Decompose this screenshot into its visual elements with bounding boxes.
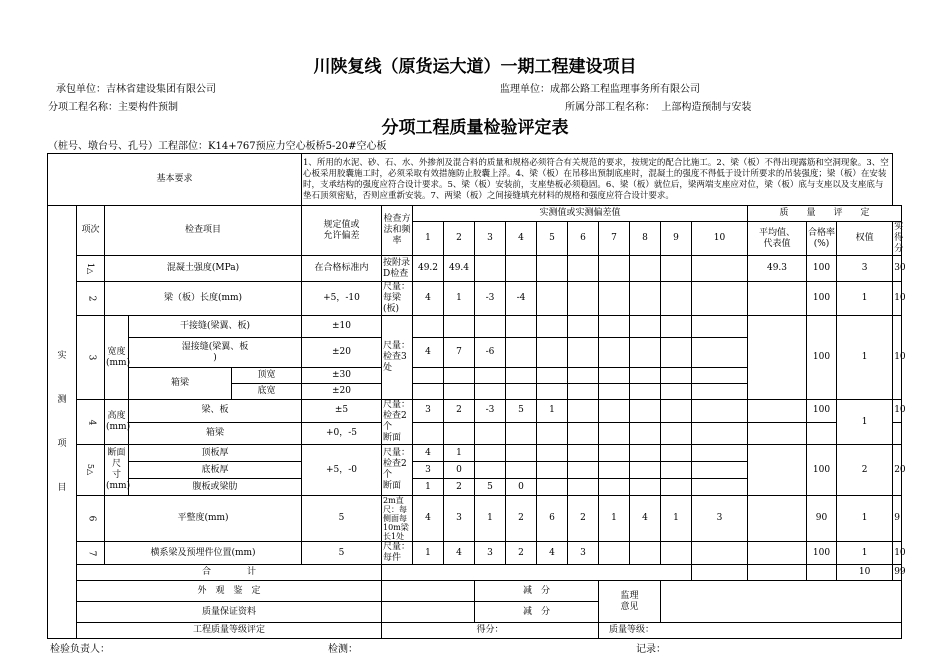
supervisor-value: 成都公路工程监理事务所有限公司 [550, 84, 700, 95]
row-weight: 2 [837, 445, 893, 496]
row-method: 尺量：检查2个 断面 [382, 400, 413, 445]
idx-1: 1 [413, 222, 444, 256]
row-avg [748, 316, 807, 400]
row-weight: 1 [837, 282, 893, 316]
value-cell: 2 [444, 479, 475, 496]
form-title: 分项工程质量检验评定表 [381, 118, 569, 138]
row-weight: 3 [837, 256, 893, 282]
project-title: 川陕复线（原货运大道）一期工程建设项目 [313, 57, 637, 77]
value-cell: 7 [444, 338, 475, 368]
idx-7: 7 [599, 222, 630, 256]
value-cell: 2 [506, 542, 537, 565]
value-cell: -3 [475, 400, 506, 423]
value-cell: 6 [537, 496, 568, 542]
section-char-2: 测 [57, 395, 67, 405]
row-method: 尺量：每件 [382, 542, 413, 565]
checker-label: 检测： [328, 644, 358, 655]
row-weight: 1 [837, 400, 893, 445]
sub-item: 腹板或梁肋 [129, 479, 302, 496]
value-cell: 3 [475, 542, 506, 565]
row-avg [748, 496, 807, 542]
row-spec: ±30 [302, 368, 382, 384]
row-no: 3 [77, 316, 105, 400]
row-no: 1△ [77, 256, 105, 282]
row-weight: 1 [837, 496, 893, 542]
division-label: 所属分部工程名称： [565, 102, 655, 113]
avg-header: 平均值、 代表值 [748, 222, 807, 256]
value-cell: 1 [444, 445, 475, 462]
subproject-value: 主要构件预制 [118, 102, 178, 113]
row-pass: 100 [807, 316, 837, 400]
division-value: 上部构造预制与安装 [661, 102, 752, 113]
total-score: 99 [893, 565, 902, 581]
grade-eval-label: 工程质量等级评定 [77, 623, 382, 639]
row-spec: ±20 [302, 384, 382, 400]
table-row [48, 422, 902, 445]
value-cell: 3 [413, 400, 444, 423]
row-item: 横系梁及预埋件位置(mm) [105, 542, 302, 565]
value-cell: 4 [537, 542, 568, 565]
row-avg [748, 282, 807, 316]
value-cell: 1 [537, 400, 568, 423]
supervisor-opinion-value [661, 581, 902, 623]
table-row [48, 316, 902, 338]
value-cell: 49.4 [444, 256, 475, 282]
row-method: 2m直尺：每侧面每 10m梁长1处 [382, 496, 413, 542]
total-weight: 10 [837, 565, 893, 581]
row-weight: 1 [837, 542, 893, 565]
score-label: 得分： [382, 623, 599, 639]
value-cell: 2 [506, 496, 537, 542]
table-row [48, 445, 902, 462]
section-label-cell [48, 206, 77, 639]
idx-9: 9 [661, 222, 692, 256]
row-method: 按附录D检查 [382, 256, 413, 282]
table-row [48, 496, 902, 542]
division-line [565, 98, 751, 113]
row-score: 10 [893, 282, 902, 316]
subproject-line [48, 98, 178, 113]
table-row [48, 282, 902, 316]
row-pass: 100 [807, 256, 837, 282]
method-header: 检查方法和频率 [382, 206, 413, 256]
basic-requirements-row [48, 154, 902, 206]
value-cell: 4 [413, 282, 444, 316]
value-cell: 1 [413, 542, 444, 565]
row-score: 10 [893, 542, 902, 565]
item-header: 检查项目 [105, 206, 302, 256]
row-avg [748, 445, 807, 496]
value-cell: 3 [692, 496, 748, 542]
row-item: 宽度 (mm) [105, 316, 129, 400]
sub-item: 顶板厚 [129, 445, 302, 462]
table-row [48, 256, 902, 282]
location-value: K14+767预应力空心板桥5-20#空心板 [208, 141, 387, 152]
row-item: 梁（板）长度(mm) [105, 282, 302, 316]
row-avg: 49.3 [748, 256, 807, 282]
row-method: 尺量：检查2个 断面 [382, 445, 413, 496]
appearance-label: 外 观 鉴 定 [77, 581, 382, 602]
contractor-line [56, 80, 216, 95]
sub-item: 湿接缝(梁翼、板 ) [129, 338, 302, 368]
idx-5: 5 [537, 222, 568, 256]
row-score: 30 [893, 256, 902, 282]
subproject-label: 分项工程名称： [48, 102, 118, 113]
row-no: 4 [77, 400, 105, 445]
header-row-1 [48, 206, 902, 222]
row-spec: 5 [302, 496, 382, 542]
row-score: 10 [893, 316, 902, 400]
row-item: 混凝土强度(MPa) [105, 256, 302, 282]
value-cell: 1 [475, 496, 506, 542]
table-row [48, 400, 902, 423]
row-pass: 100 [807, 282, 837, 316]
row-avg [748, 542, 807, 565]
row-weight: 1 [837, 316, 893, 400]
value-cell: 4 [630, 496, 661, 542]
value-cell: -3 [475, 282, 506, 316]
row-pass: 100 [807, 445, 837, 496]
appearance-row [48, 581, 902, 602]
location-line [48, 137, 387, 152]
row-spec: +0，-5 [302, 422, 382, 445]
value-cell: 3 [568, 542, 599, 565]
row-no: 2 [77, 282, 105, 316]
row-score: 10 [893, 400, 902, 423]
sub-item: 底板厚 [129, 462, 302, 479]
value-cell: 4 [413, 338, 444, 368]
row-no: 5△ [77, 445, 105, 496]
row-spec: ±10 [302, 316, 382, 338]
appearance-deduct: 减 分 [475, 581, 599, 602]
sub-item: 箱梁 [129, 368, 232, 400]
seq-header: 项次 [77, 206, 105, 256]
value-cell: 2 [568, 496, 599, 542]
value-cell: 1 [444, 282, 475, 316]
value-cell: 5 [506, 400, 537, 423]
row-item: 平整度(mm) [105, 496, 302, 542]
value-cell: 3 [444, 496, 475, 542]
row-pass: 100 [807, 400, 837, 423]
contractor-label: 承包单位： [56, 84, 106, 95]
contractor-value: 吉林省建设集团有限公司 [106, 84, 216, 95]
idx-2: 2 [444, 222, 475, 256]
inspector-label: 检验负责人： [50, 644, 110, 655]
row-pass: 90 [807, 496, 837, 542]
row-item: 高度 (mm) [105, 400, 129, 445]
docs-deduct: 减 分 [475, 602, 599, 623]
value-cell: 4 [413, 445, 444, 462]
row-spec: ±20 [302, 338, 382, 368]
idx-3: 3 [475, 222, 506, 256]
recorder-label: 记录： [636, 644, 666, 655]
total-label: 合 计 [77, 565, 382, 581]
value-cell: 1 [661, 496, 692, 542]
row-score: 20 [893, 445, 902, 496]
row-pass: 100 [807, 542, 837, 565]
weight-header: 权值 [837, 222, 893, 256]
score-header: 实得分 [894, 222, 904, 254]
idx-8: 8 [630, 222, 661, 256]
idx-10: 10 [692, 222, 748, 256]
total-row [48, 565, 902, 581]
pass-header: 合格率 (%) [807, 222, 837, 256]
value-cell: 4 [444, 542, 475, 565]
idx-6: 6 [568, 222, 599, 256]
supervisor-label: 监理单位： [500, 84, 550, 95]
section-char-1: 实 [57, 351, 67, 361]
row-spec: ±5 [302, 400, 382, 423]
sub-item: 箱梁 [129, 422, 302, 445]
supervisor-line [500, 80, 700, 95]
row-spec: 在合格标准内 [302, 256, 382, 282]
sub-item: 梁、板 [129, 400, 302, 423]
value-cell: 2 [444, 400, 475, 423]
docs-label: 质量保证资料 [77, 602, 382, 623]
value-cell: 1 [413, 479, 444, 496]
row-spec: +5，-10 [302, 282, 382, 316]
section-char-3: 项 [57, 439, 67, 449]
value-cell: 0 [444, 462, 475, 479]
location-label: （桩号、墩台号、孔号）工程部位： [48, 141, 208, 152]
grade-label: 质量等级： [599, 623, 902, 639]
value-cell: 4 [413, 496, 444, 542]
sub-sub-item: 底宽 [232, 384, 302, 400]
row-no: 6 [77, 496, 105, 542]
value-cell: 0 [506, 479, 537, 496]
value-cell: -4 [506, 282, 537, 316]
basic-text: 1、所用的水泥、砂、石、水、外掺剂及混合料的质量和规格必须符合有关规范的要求，按规定的配合比施工。2、梁（板）不得出现露筋和空洞现象。3、空心板采用胶囊施工时，必须采取有效措施防止胶囊上浮。4、梁（板）在吊移出预制底座时，混凝土的强度不得低于设计所要求的吊装强度；梁（板）在安装时，支承结构的强度应符合设计要求。5、梁（板）安装前，支座垫板必须稳固。6、梁（板）就位后，梁两端支座应对位，梁（板）底与支座以及支座底与垫石顶须密贴，否则应重新安装。7、两梁（板）之间接缝填充材料的规格和强度应符合设计要求。 [302, 154, 893, 206]
row-method: 尺量：每梁(板) [382, 282, 413, 316]
supervisor-opinion-label: 监理 意见 [599, 581, 661, 623]
value-cell: 5 [475, 479, 506, 496]
sub-item: 干接缝(梁翼、板) [129, 316, 302, 338]
value-cell: -6 [475, 338, 506, 368]
measured-header: 实测值或实测偏差值 [413, 206, 748, 222]
idx-4: 4 [506, 222, 537, 256]
value-cell: 1 [599, 496, 630, 542]
quality-header: 质 量 评 定 [748, 206, 902, 222]
row-avg [748, 400, 807, 423]
table-row [48, 542, 902, 565]
value-cell: 3 [413, 462, 444, 479]
basic-label: 基本要求 [48, 154, 302, 206]
sub-sub-item: 顶宽 [232, 368, 302, 384]
spec-header: 规定值或 允许偏差 [302, 206, 382, 256]
row-spec: +5，-0 [302, 445, 382, 496]
row-item: 断面尺 寸(mm) [105, 445, 129, 496]
value-cell: 49.2 [413, 256, 444, 282]
row-score: 9 [893, 496, 902, 542]
row-spec: 5 [302, 542, 382, 565]
row-method: 尺量：检查3处 [382, 316, 413, 400]
grade-row [48, 623, 902, 639]
inspection-table [47, 153, 906, 639]
row-no: 7 [77, 542, 105, 565]
section-char-4: 目 [57, 483, 67, 493]
